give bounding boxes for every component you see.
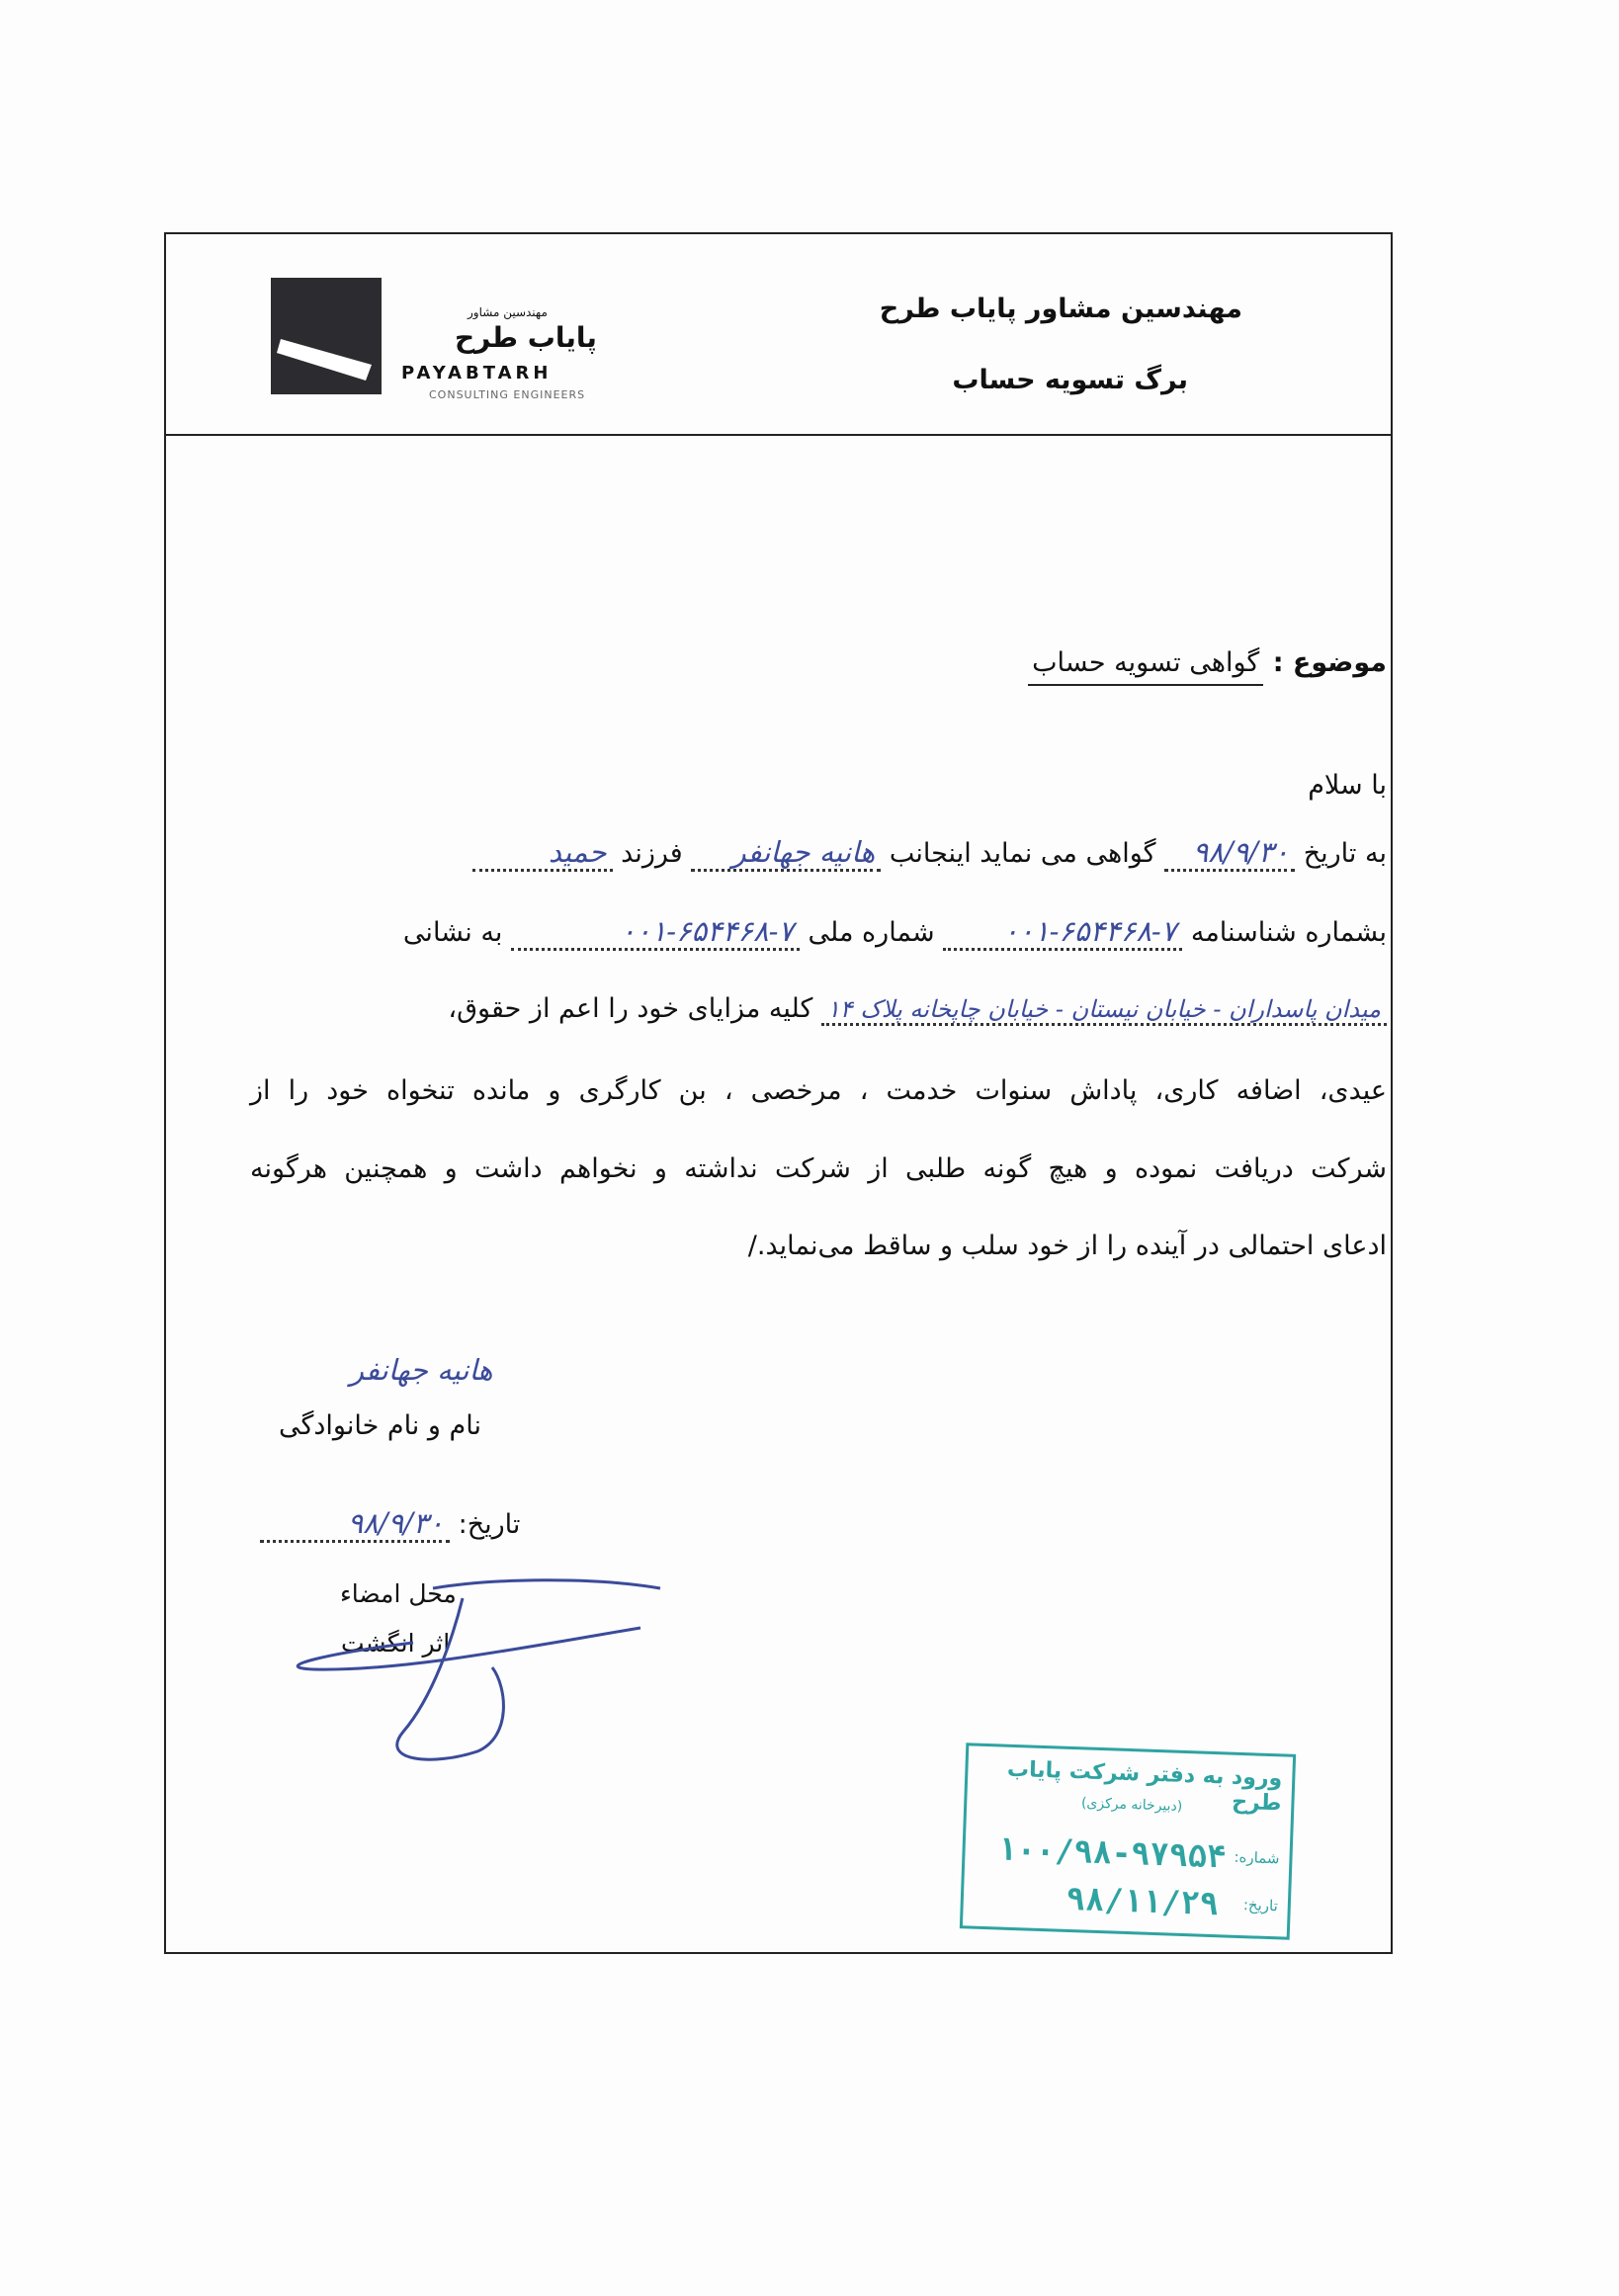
signature-date: ۹۸/۹/۳۰ bbox=[260, 1506, 450, 1543]
certifies-text: گواهی می نماید اینجانب bbox=[889, 838, 1156, 869]
stamp-date-label: تاریخ: bbox=[1242, 1896, 1279, 1915]
stamp-date: ۹۸/۱۱/۲۹ bbox=[1065, 1879, 1220, 1923]
greeting: با سلام bbox=[1308, 770, 1387, 801]
handwritten-signature-icon bbox=[265, 1559, 680, 1786]
handwritten-name: هانیه جهانفر bbox=[350, 1353, 493, 1387]
id-label: بشماره شناسنامه bbox=[1190, 917, 1387, 948]
logo-name-en: PAYABTARH bbox=[401, 363, 553, 383]
signature-date-label: تاریخ: bbox=[458, 1509, 521, 1540]
address-label: به نشانی bbox=[402, 917, 503, 948]
letter-date: ۹۸/۹/۳۰ bbox=[1164, 835, 1295, 872]
letterhead bbox=[166, 234, 1391, 436]
document-frame bbox=[164, 232, 1393, 1954]
body-line-2 bbox=[250, 914, 1387, 951]
company-logo bbox=[271, 278, 382, 394]
body-line-4: عیدی، اضافه کاری، پاداش سنوات خدمت ، مرخصی ، بن کارگری و مانده تنخواه خود را از bbox=[250, 1075, 1387, 1106]
logo-name-fa: پایاب طرح bbox=[455, 321, 597, 354]
subject-value: گواهی تسویه حساب bbox=[1028, 647, 1263, 686]
national-id-label: شماره ملی bbox=[808, 917, 935, 948]
stamp-title: ورود به دفتر شرکت پایاب طرح bbox=[1006, 1756, 1283, 1817]
national-id: ۰۰۱-۶۵۴۴۶۸-۷ bbox=[511, 914, 800, 951]
stamp-subtitle: (دبیرخانه مرکزی) bbox=[1080, 1795, 1183, 1815]
body-line-3 bbox=[250, 993, 1387, 1026]
subject-label: موضوع : bbox=[1272, 647, 1387, 678]
signature-place-label: محل امضاء bbox=[340, 1579, 457, 1608]
body-line-5: شرکت دریافت نموده و هیچ گونه طلبی از شرکت نداشته و نخواهم داشت و همچنین هرگونه bbox=[250, 1153, 1387, 1184]
date-prefix: به تاریخ bbox=[1303, 838, 1387, 869]
logo-subtitle-fa: مهندسین مشاور bbox=[468, 305, 548, 319]
stamp-number: ۱۰۰/۹۸-۹۷۹۵۴ bbox=[996, 1829, 1228, 1876]
name-label: نام و نام خانوادگی bbox=[279, 1410, 481, 1441]
address: میدان پاسداران - خیابان نیستان - خیابان چاپخانه پلاک ۱۴ bbox=[821, 995, 1387, 1026]
office-entry-stamp bbox=[960, 1743, 1296, 1940]
signature-date-line bbox=[260, 1506, 520, 1543]
body-line-6: ادعای احتمالی در آینده را از خود سلب و ساقط می‌نماید./ bbox=[747, 1231, 1387, 1261]
form-title: برگ تسویه حساب bbox=[952, 365, 1188, 395]
company-title: مهندسین مشاور پایاب طرح bbox=[879, 294, 1242, 324]
logo-subtitle-en: CONSULTING ENGINEERS bbox=[429, 388, 586, 401]
child-of-label: فرزند bbox=[621, 838, 683, 869]
stamp-number-label: شماره: bbox=[1234, 1847, 1280, 1868]
body-line-1 bbox=[250, 835, 1387, 872]
fingerprint-label: اثر انگشت bbox=[341, 1629, 451, 1658]
employee-name: هانیه جهانفر bbox=[691, 835, 881, 872]
id-number: ۰۰۱-۶۵۴۴۶۸-۷ bbox=[943, 914, 1182, 951]
subject-line bbox=[1028, 647, 1387, 678]
benefits-text: کلیه مزایای خود را اعم از حقوق، bbox=[448, 993, 813, 1024]
logo-mark-icon bbox=[271, 278, 382, 394]
father-name: حمید bbox=[472, 835, 613, 872]
